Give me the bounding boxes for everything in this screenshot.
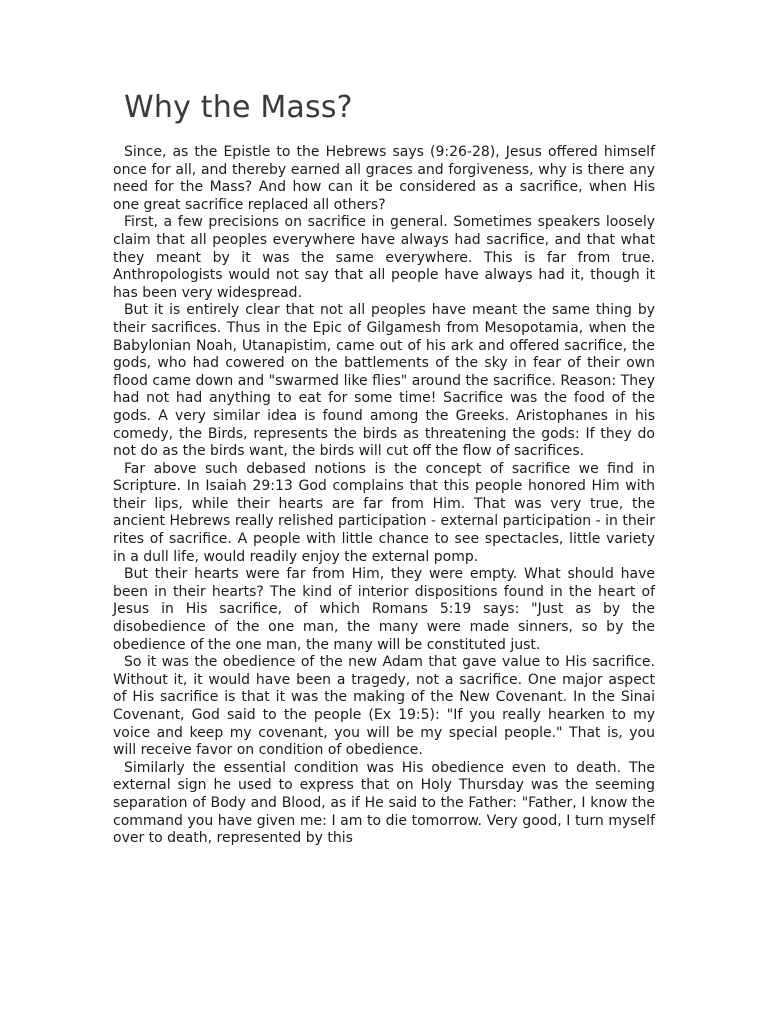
paragraph-1: Since, as the Epistle to the Hebrews says (9:26-28), Jesus offered himself once for all, and thereby earned all graces and forgiveness, why is there any need for the Mass? And how can it be considered as a sacrifice, when His one great sacrifice replaced all others?	[113, 144, 655, 213]
paragraph-7: Similarly the essential condition was His obedience even to death. The external sign he used to express that on Holy Thursday was the seeming separation of Body and Blood, as if He said to the Father: "Father, I know the command you have given me: I am to die tomorrow. Very good, I turn myself over to death, represented by this	[113, 759, 655, 847]
paragraph-2: First, a few precisions on sacrifice in general. Sometimes speakers loosely claim that all peoples everywhere have always had sacrifice, and that what they meant by it was the same everywhere. This is far from true. Anthropologists would not say that all people have always had it, though it has been very widespread.	[113, 214, 655, 301]
page-title: Why the Mass?	[124, 90, 353, 125]
article-body	[113, 144, 655, 848]
paragraph-6: So it was the obedience of the new Adam that gave value to His sacrifice. Without it, it would have been a tragedy, not a sacrifice. One major aspect of His sacrifice is that it was the making of the New Covenant. In the Sinai Covenant, God said to the people (Ex 19:5): "If you really hearken to my voice and keep my covenant, you will be my special people." That is, you will receive favor on condition of obedience.	[113, 654, 655, 759]
paragraph-4: Far above such debased notions is the concept of sacrifice we find in Scripture. In Isaiah 29:13 God complains that this people honored Him with their lips, while their hearts are far from Him. That was very true, the ancient Hebrews really relished participation - external participation - in their rites of sacrifice. A people with little chance to see spectacles, little variety in a dull life, would readily enjoy the external pomp.	[113, 460, 655, 565]
paragraph-3: But it is entirely clear that not all peoples have meant the same thing by their sacrifices. Thus in the Epic of Gilgamesh from Mesopotamia, when the Babylonian Noah, Utanapistim, came out of his ark and offered sacrifice, the gods, who had cowered on the battlements of the sky in fear of their own flood came down and "swarmed like flies" around the sacrifice. Reason: They had not had anything to eat for some time! Sacrifice was the food of the gods. A very similar idea is found among the Greeks. Aristophanes in his comedy, the Birds, represents the birds as threatening the gods: If they do not do as the birds want, the birds will cut off the flow of sacrifices.	[113, 302, 655, 460]
paragraph-5: But their hearts were far from Him, they were empty. What should have been in their hearts? The kind of interior dispositions found in the heart of Jesus in His sacrifice, of which Romans 5:19 says: "Just as by the disobedience of the one man, the many were made sinners, so by the obedience of the one man, the many will be constituted just.	[113, 566, 655, 653]
